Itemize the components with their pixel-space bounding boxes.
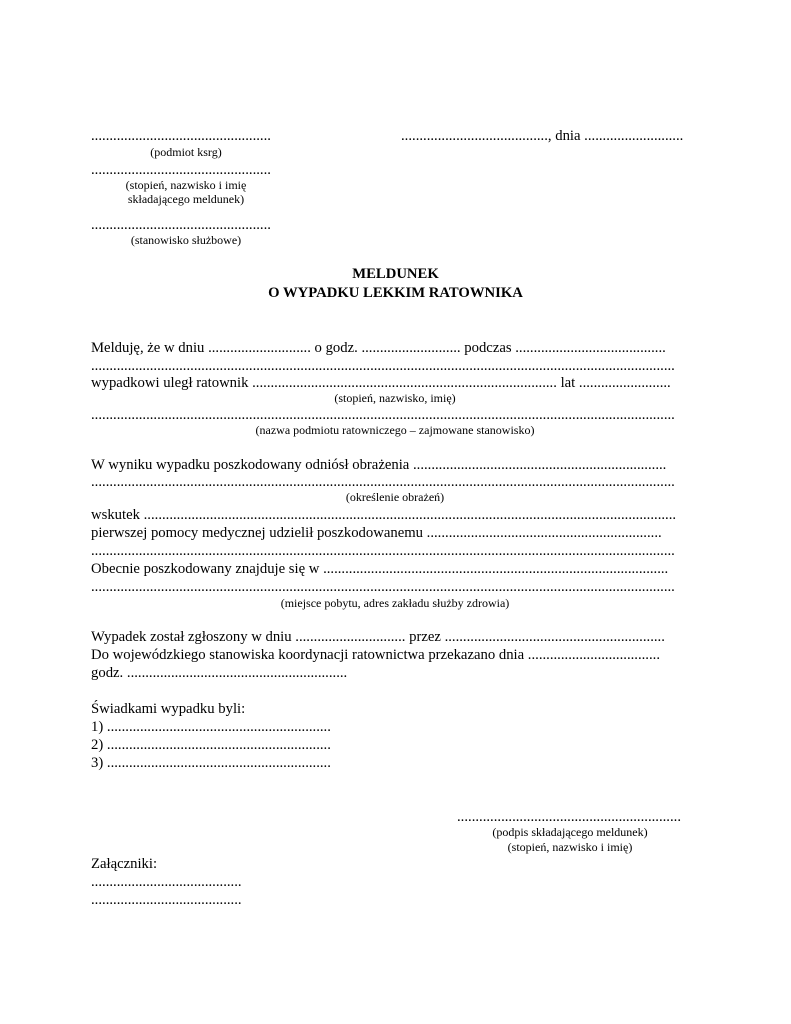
injury-line-1: W wyniku wypadku poszkodowany odniósł obrażenia ..................................................................... <box>91 457 667 473</box>
report-line-1: Melduję, że w dniu ............................ o godz. ........................... podczas ......................................... <box>91 340 666 356</box>
witness-item: 2) ............................................................. <box>91 737 331 753</box>
injury-caption-7: (miejsce pobytu, adres zakładu służby zdrowia) <box>280 596 510 610</box>
person-caption-2: składającego meldunek) <box>127 192 245 206</box>
notification-line-2: Do wojewódzkiego stanowiska koordynacji ratownictwa przekazano dnia .................................... <box>91 647 660 663</box>
signature-caption-2: (stopień, nazwisko i imię) <box>507 840 633 854</box>
attachments-heading: Załączniki: <box>91 856 158 872</box>
injury-line-5: ............................................................................................................................................................... <box>91 543 675 559</box>
signature-dots: ............................................................. <box>457 809 681 825</box>
injury-line-6: Obecnie poszkodowany znajduje się w .............................................................................................. <box>91 561 669 577</box>
injury-caption-2: (określenie obrażeń) <box>345 490 445 504</box>
report-line-2: ............................................................................................................................................................... <box>91 358 675 374</box>
place-date-line: ........................................, dnia ........................... <box>401 128 684 144</box>
injury-line-7: ............................................................................................................................................................... <box>91 579 675 595</box>
entity-dots: ................................................. <box>91 128 271 144</box>
entity-caption: (podmiot ksrg) <box>150 145 222 159</box>
person-caption-1: (stopień, nazwisko i imię <box>125 178 247 192</box>
injury-line-4: pierwszej pomocy medycznej udzielił poszkodowanemu ................................................................ <box>91 525 662 541</box>
report-line-3: wypadkowi uległ ratownik ................................................................................... lat ......................... <box>91 375 671 391</box>
attachment-item: ......................................... <box>91 874 242 890</box>
report-line-4: ............................................................................................................................................................... <box>91 407 675 423</box>
attachment-item: ......................................... <box>91 892 242 908</box>
witness-item: 1) ............................................................. <box>91 719 331 735</box>
injury-line-3: wskutek ................................................................................................................................................. <box>91 507 677 523</box>
report-caption-4: (nazwa podmiotu ratowniczego – zajmowane stanowisko) <box>255 423 535 437</box>
notification-line-1: Wypadek został zgłoszony w dniu .............................. przez ............................................................ <box>91 629 665 645</box>
position-caption: (stanowisko służbowe) <box>130 233 242 247</box>
notification-line-3: godz. ............................................................ <box>91 665 348 681</box>
signature-caption-1: (podpis składającego meldunek) <box>492 825 648 839</box>
witness-item: 3) ............................................................. <box>91 755 331 771</box>
document-subtitle: O WYPADKU LEKKIM RATOWNIKA <box>268 285 523 301</box>
person-dots: ................................................. <box>91 162 271 178</box>
position-dots: ................................................. <box>91 217 271 233</box>
report-caption-3: (stopień, nazwisko, imię) <box>334 391 456 405</box>
injury-line-2: ............................................................................................................................................................... <box>91 474 675 490</box>
document-title: MELDUNEK <box>352 266 439 282</box>
witnesses-heading: Świadkami wypadku byli: <box>91 701 246 717</box>
